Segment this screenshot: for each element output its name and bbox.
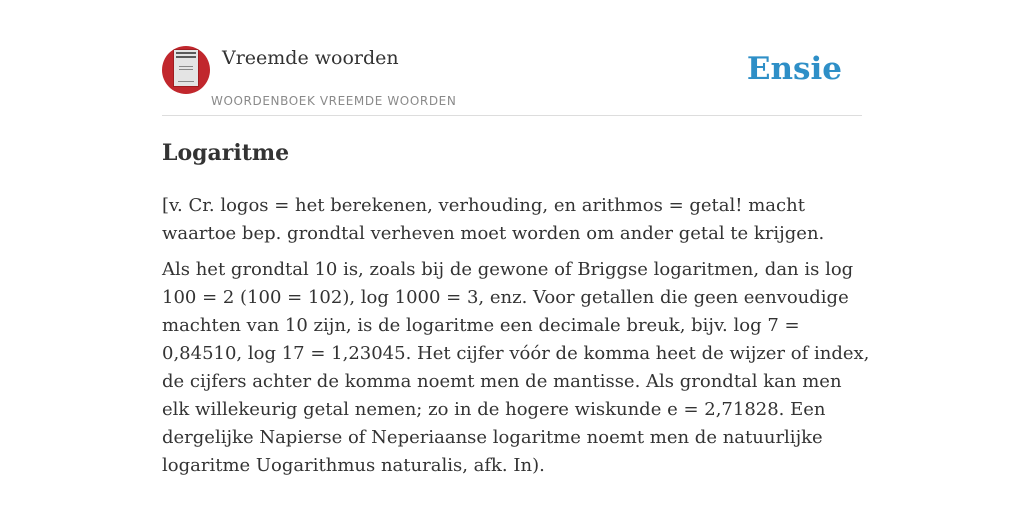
book-cover-text-line <box>179 69 193 70</box>
source-header <box>162 44 862 116</box>
book-cover-image <box>173 49 199 87</box>
ensie-logo[interactable]: Ensie <box>746 51 842 87</box>
header-divider <box>162 115 862 116</box>
source-subtitle[interactable]: WOORDENBOEK VREEMDE WOORDEN <box>211 94 457 108</box>
entry-definition <box>162 192 874 488</box>
book-cover-text-line <box>179 66 193 67</box>
entry-term: Logaritme <box>162 140 290 166</box>
book-cover-text-line <box>178 81 194 82</box>
definition-paragraph: [v. Cr. logos = het berekenen, verhouding, en arithmos = getal! macht waartoe bep. grondtal verheven moet worden om ander getal te krijgen. <box>162 195 825 244</box>
definition-paragraph: Als het grondtal 10 is, zoals bij de gewone of Briggse logaritmen, dan is log 100 = 2 (100 = 102), log 1000 = 3, enz. Voor getallen die geen eenvoudige machten van 10 zijn, is de logaritme een decimale breuk, bijv. log 7 = 0,84510, log 17 = 1,23045. Het cijfer vóór de komma heet de wijzer of index, de cijfers achter de komma noemt men de mantisse. Als grondtal kan men elk willekeurig getal nemen; zo in de hogere wiskunde e = 2,71828. Een dergelijke Napierse of Neperiaanse logaritme noemt men de natuurlijke logaritme Uogarithmus naturalis, afk. In). <box>162 259 870 476</box>
book-cover-title-line <box>176 52 196 54</box>
source-title[interactable]: Vreemde woorden <box>222 47 399 69</box>
book-cover-title-line <box>176 56 196 58</box>
source-avatar[interactable] <box>162 46 210 94</box>
